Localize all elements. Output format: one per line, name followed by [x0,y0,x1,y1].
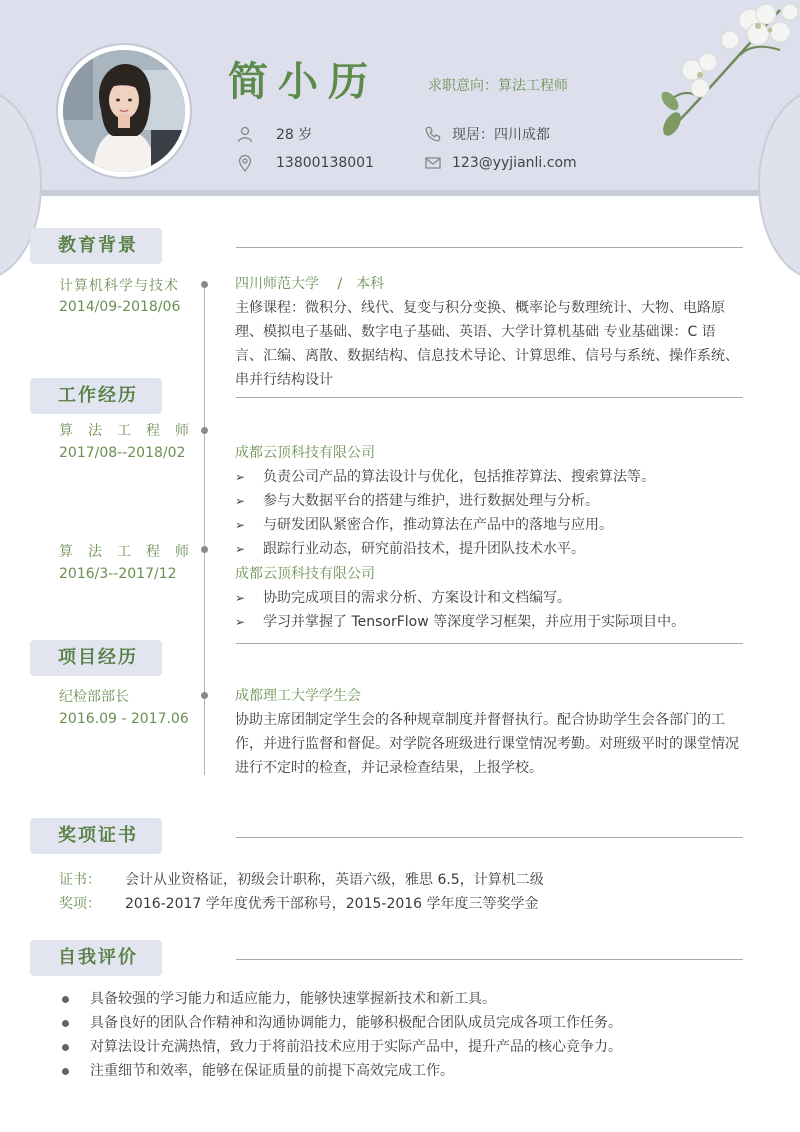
project-period: 2016.09 - 2017.06 [59,711,189,727]
work-duty: ➢ 与研发团队紧密合作，推动算法在产品中的落地与应用。 [235,513,743,537]
self-eval-item: 具备良好的团队合作精神和沟通协调能力，能够积极配合团队成员完成各项工作任务。 [60,1011,750,1035]
timeline-dot [201,281,208,288]
phone-info [236,154,374,172]
section-title-self-eval: 自我评价 [30,940,162,976]
work-period-1: 2017/08--2018/02 [59,445,186,461]
candidate-name: 简小历 [228,59,378,105]
mail-icon [424,154,442,172]
edu-major: 计算机科学与技术 [59,278,179,294]
work-duty: ➢ 学习并掌握了 TensorFlow 等深度学习框架，并应用于实际项目中。 [235,610,743,634]
age-text: 28 岁 [276,127,313,143]
work-company-2: 成都云顶科技有限公司 [235,566,375,582]
edu-details [235,272,743,392]
self-eval-list [60,987,750,1083]
prize-row [59,893,539,913]
cert-value: 会计从业资格证，初级会计职称，英语六级，雅思 6.5，计算机二级 [125,872,544,888]
header-band [0,0,800,196]
residence-text: 现居：四川成都 [452,127,550,143]
project-desc: 协助主席团制定学生会的各种规章制度并督督执行。配合协助学生会各部门的工作，并进行监督和督促。对学院各班级进行课堂情况考勤。对班级平时的课堂情况进行不定时的检查，并记录检查结果，上报学校。 [235,712,739,776]
work-duty: ➢ 负责公司产品的算法设计与优化，包括推荐算法、搜索算法等。 [235,465,743,489]
residence-info [424,124,550,144]
work-title-1: 算法工程师 [59,423,204,439]
person-icon [236,125,254,143]
work-entry-1 [235,441,743,561]
timeline-line [204,285,205,775]
phone-icon [424,125,442,143]
section-rule [236,959,743,960]
prize-label: 奖项： [59,896,101,912]
project-role: 纪检部部长 [59,689,129,705]
cert-row [59,869,544,889]
project-org: 成都理工大学学生会 [235,688,361,704]
age-info [236,124,312,144]
self-eval-item: 具备较强的学习能力和适应能力，能够快速掌握新技术和新工具。 [60,987,750,1011]
self-eval-item: 注重细节和效率，能够在保证质量的前提下高效完成工作。 [60,1059,750,1083]
edu-courses: 主修课程：微积分、线代、复变与积分变换、概率论与数理统计、大物、电路原理、模拟电子基础、数字电子基础、英语、大学计算机基础 专业基础课：C 语言、汇编、离散、数据结构、信息技术导论、计算思维、信号与系统、操作系统、串并行结构设计 [235,300,739,388]
section-rule [236,247,743,248]
cert-label: 证书： [59,872,101,888]
work-period-2: 2016/3--2017/12 [59,566,177,582]
edu-school: 四川师范大学 / 本科 [235,276,385,292]
work-company-1: 成都云顶科技有限公司 [235,445,375,461]
work-title-2: 算法工程师 [59,544,204,560]
avatar-photo [63,50,185,172]
project-entry [235,684,743,780]
timeline-dot [201,692,208,699]
section-rule [236,397,743,398]
self-eval-item: 对算法设计充满热情，致力于将前沿技术应用于实际产品中，提升产品的核心竞争力。 [60,1035,750,1059]
email-text: 123@yyjianli.com [452,155,577,171]
job-objective: 求职意向：算法工程师 [428,78,568,94]
edu-period: 2014/09-2018/06 [59,299,181,315]
phone-text: 13800138001 [276,155,374,171]
prize-value: 2016-2017 学年度优秀干部称号，2015-2016 学年度三等奖学金 [125,896,539,912]
section-title-education: 教育背景 [30,228,162,264]
work-entry-2 [235,562,743,634]
section-rule [236,837,743,838]
location-icon [236,154,254,172]
section-title-work: 工作经历 [30,378,162,414]
work-duty: ➢ 跟踪行业动态，研究前沿技术，提升团队技术水平。 [235,537,743,561]
work-duty: ➢ 协助完成项目的需求分析、方案设计和文档编写。 [235,586,743,610]
section-title-projects: 项目经历 [30,640,162,676]
section-title-awards: 奖项证书 [30,818,162,854]
work-duty: ➢ 参与大数据平台的搭建与维护，进行数据处理与分析。 [235,489,743,513]
email-info [424,154,577,172]
avatar-frame [58,45,190,177]
section-rule [236,643,743,644]
